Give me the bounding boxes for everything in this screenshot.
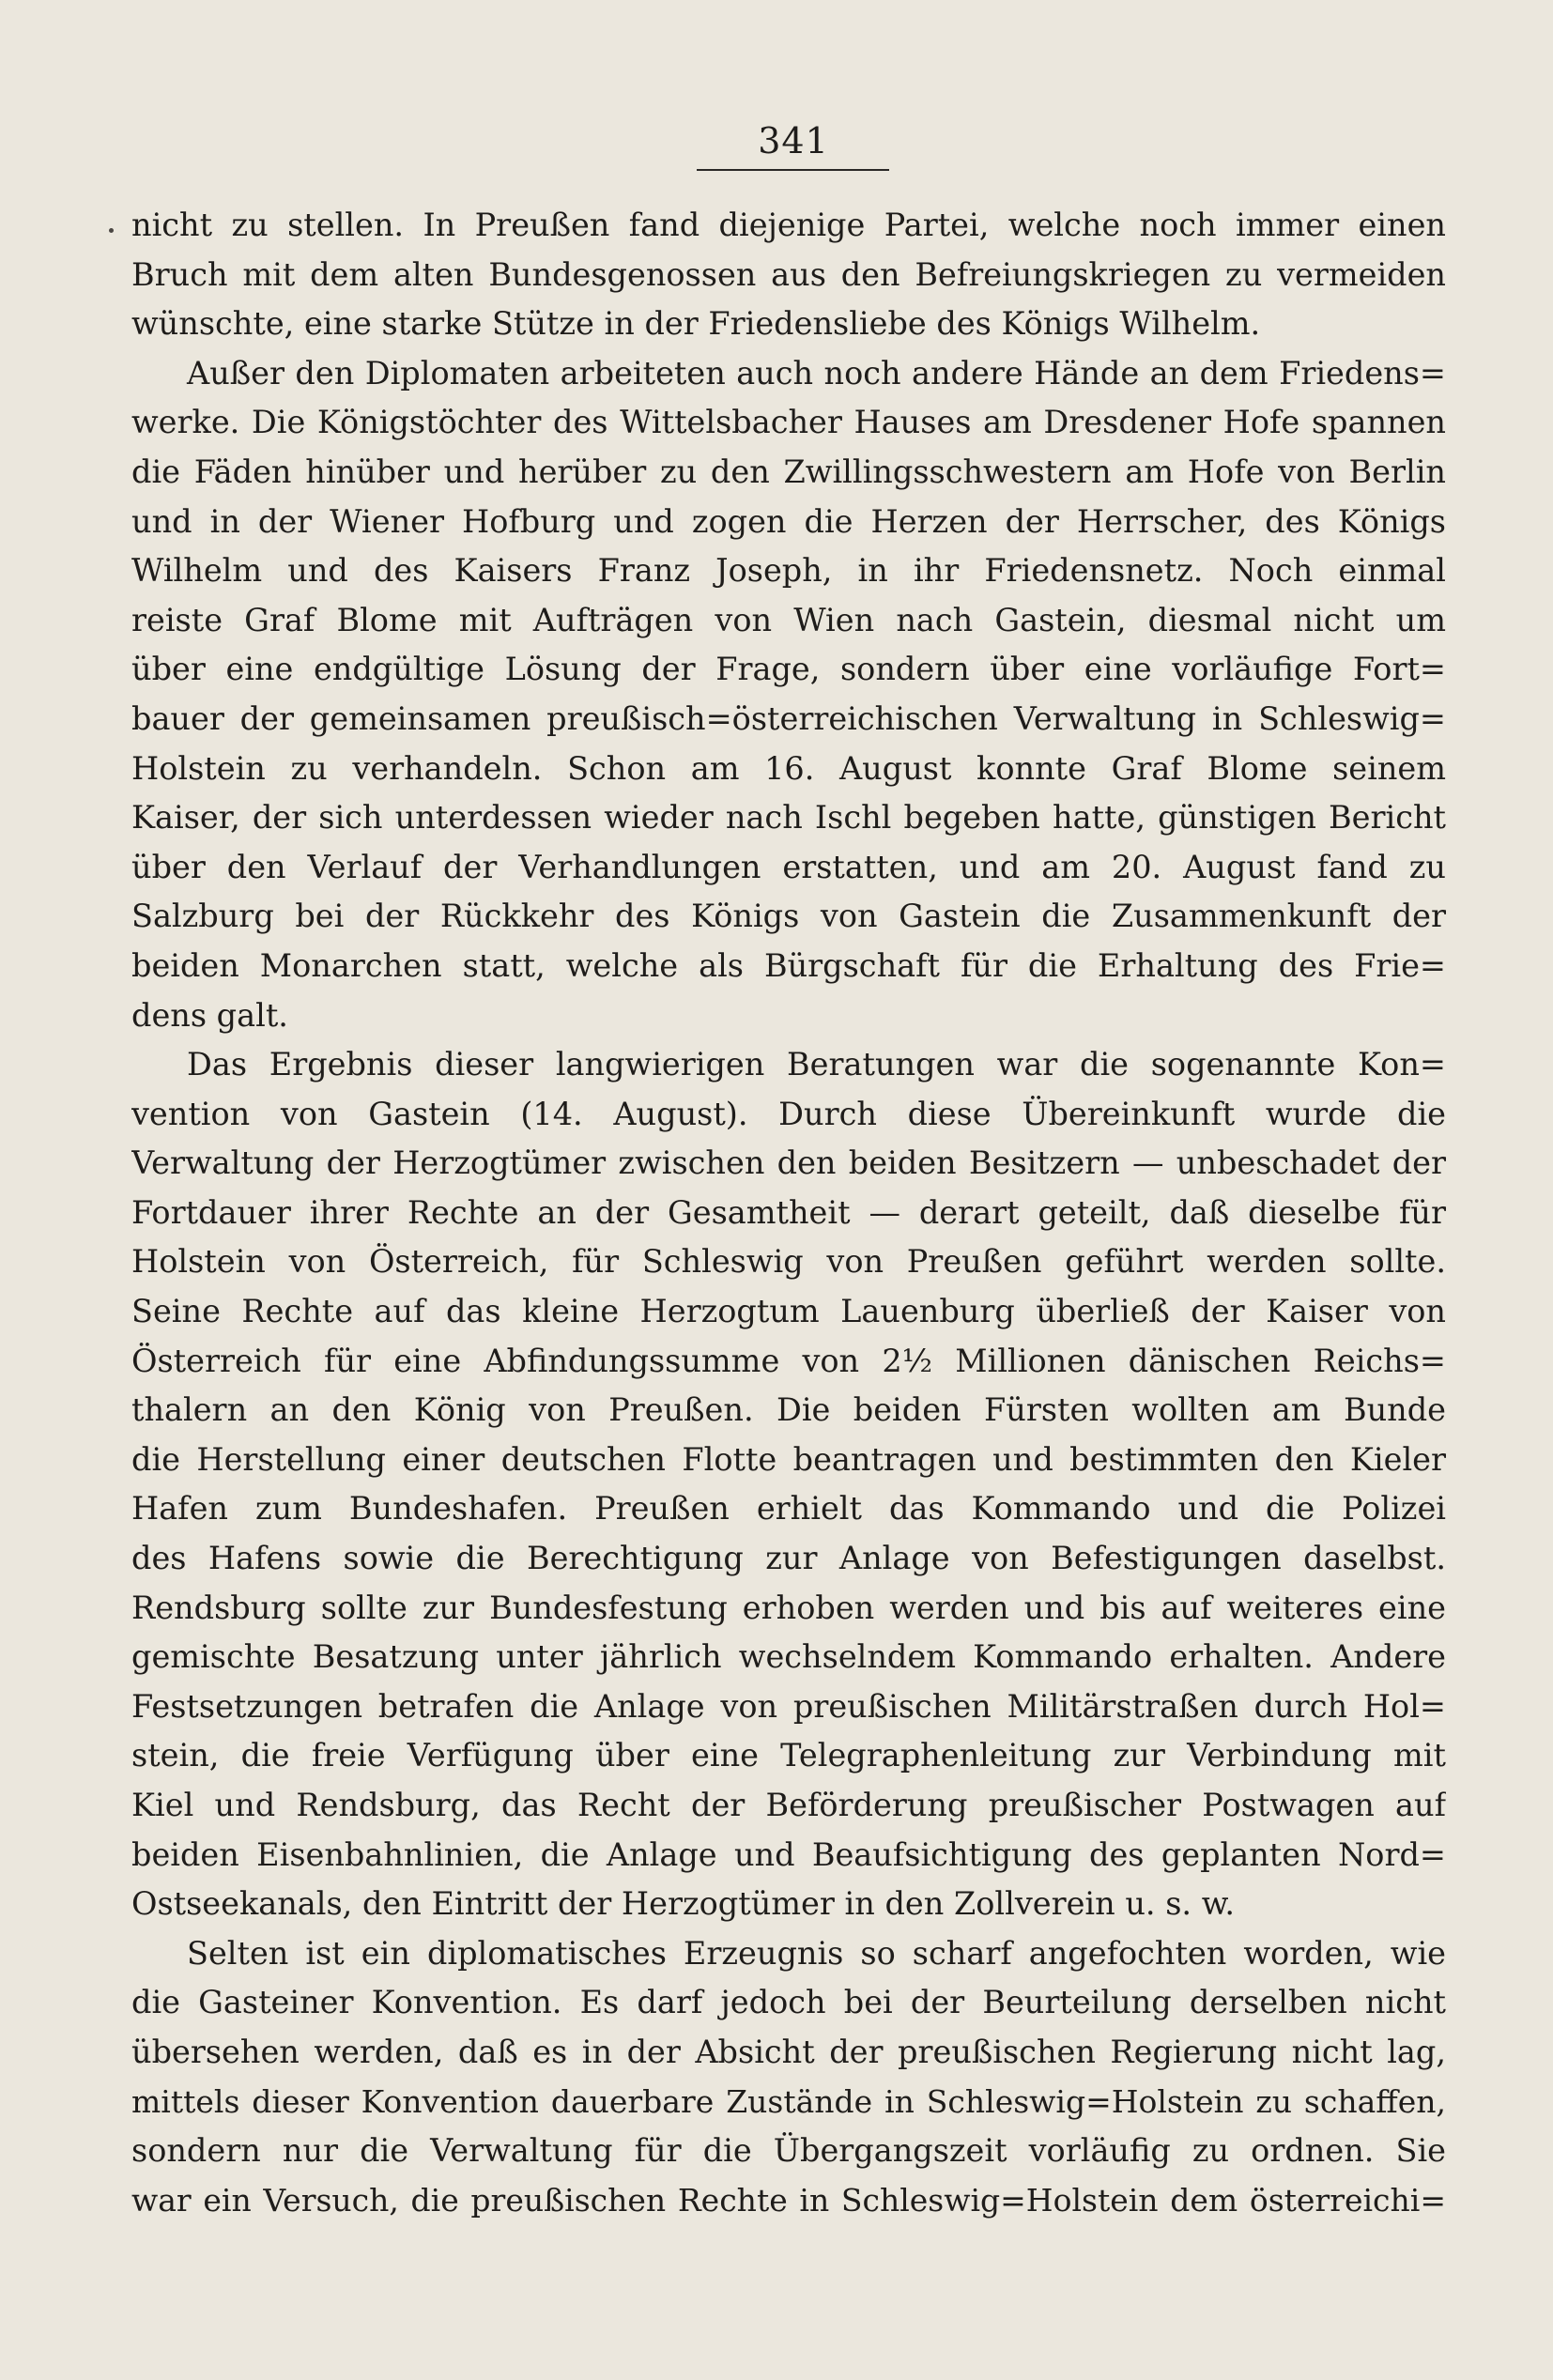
text-line: Das Ergebnis dieser langwierigen Beratungen war die sogenannte Kon= (187, 1046, 1446, 1083)
text-line: dens galt. (131, 996, 288, 1034)
text-line: die Fäden hinüber und herüber zu den Zwillingsschwestern am Hofe von Berlin (131, 453, 1446, 490)
text-line: Salzburg bei der Rückkehr des Königs von Gastein die Zusammenkunft der (131, 898, 1446, 935)
page-number: 341 (758, 120, 829, 161)
text-line: Österreich für eine Abfindungssumme von 2½ Millionen dänischen Reichs= (131, 1342, 1446, 1379)
text-line: nicht zu stellen. In Preußen fand diejenige Partei, welche noch immer einen (131, 207, 1446, 243)
text-line: des Hafens sowie die Berechtigung zur Anlage von Befestigungen daselbst. (131, 1540, 1446, 1577)
text-line: reiste Graf Blome mit Aufträgen von Wien nach Gastein, diesmal nicht um (131, 601, 1446, 638)
text-line: Festsetzungen betrafen die Anlage von preußischen Militärstraßen durch Hol= (131, 1687, 1446, 1725)
text-line: Bruch mit dem alten Bundesgenossen aus den Befreiungskriegen zu vermeiden (131, 255, 1446, 293)
text-line: über den Verlauf der Verhandlungen erstatten, und am 20. August fand zu (131, 848, 1446, 885)
text-line: sondern nur die Verwaltung für die Übergangszeit vorläufig zu ordnen. Sie (131, 2132, 1446, 2170)
body-text (131, 201, 1446, 2225)
text-line: vention von Gastein (14. August). Durch diese Übereinkunft wurde die (131, 1095, 1446, 1132)
text-line: Fortdauer ihrer Rechte an der Gesamtheit — derart geteilt, daß dieselbe für (131, 1193, 1446, 1231)
margin-mark (109, 228, 114, 233)
text-line: Rendsburg sollte zur Bundesfestung erhoben werden und bis auf weiteres eine (131, 1589, 1446, 1626)
text-line: mittels dieser Konvention dauerbare Zustände in Schleswig=Holstein zu schaffen, (131, 2082, 1446, 2120)
text-line: und in der Wiener Hofburg und zogen die Herzen der Herrscher, des Königs (131, 502, 1446, 540)
text-line: stein, die freie Verfügung über eine Telegraphenleitung zur Verbindung mit (131, 1737, 1446, 1774)
text-line: Ostseekanals, den Eintritt der Herzogtümer in den Zollverein u. s. w. (131, 1885, 1236, 1923)
text-line: wünschte, eine starke Stütze in der Friedensliebe des Königs Wilhelm. (131, 305, 1261, 343)
text-line: war ein Versuch, die preußischen Rechte in Schleswig=Holstein dem österreichi= (131, 2181, 1446, 2219)
text-line: gemischte Besatzung unter jährlich wechselndem Kommando erhalten. Andere (131, 1638, 1446, 1676)
text-line: bauer der gemeinsamen preußisch=österreichischen Verwaltung in Schleswig= (131, 699, 1446, 737)
text-line: Holstein von Österreich, für Schleswig von Preußen geführt werden sollte. (131, 1243, 1446, 1281)
text-line: werke. Die Königstöchter des Wittelsbacher Hauses am Dresdener Hofe spannen (131, 404, 1446, 441)
text-line: die Gasteiner Konvention. Es darf jedoch bei der Beurteilung derselben nicht (131, 1984, 1446, 2021)
text-line: beiden Monarchen statt, welche als Bürgschaft für die Erhaltung des Frie= (131, 946, 1446, 984)
text-line: beiden Eisenbahnlinien, die Anlage und Beaufsichtigung des geplanten Nord= (131, 1835, 1446, 1873)
text-line: Wilhelm und des Kaisers Franz Joseph, in ihr Friedensnetz. Noch einmal (131, 552, 1446, 590)
text-line: Selten ist ein diplomatisches Erzeugnis so scharf angefochten worden, wie (187, 1934, 1446, 1972)
text-line: über eine endgültige Lösung der Frage, sondern über eine vorläufige Fort= (131, 651, 1446, 688)
text-line: Außer den Diplomaten arbeiteten auch noch andere Hände an dem Friedens= (187, 354, 1446, 392)
text-line: Holstein zu verhandeln. Schon am 16. August konnte Graf Blome seinem (131, 749, 1446, 787)
text-line: Kiel und Rendsburg, das Recht der Beförderung preußischer Postwagen auf (131, 1787, 1446, 1823)
text-line: Verwaltung der Herzogtümer zwischen den beiden Besitzern — unbeschadet der (131, 1144, 1446, 1182)
text-line: thalern an den König von Preußen. Die beiden Fürsten wollten am Bunde (131, 1391, 1446, 1429)
text-line: übersehen werden, daß es in der Absicht der preußischen Regierung nicht lag, (131, 2033, 1446, 2070)
text-line: die Herstellung einer deutschen Flotte beantragen und bestimmten den Kieler (131, 1440, 1446, 1478)
text-line: Hafen zum Bundeshafen. Preußen erhielt das Kommando und die Polizei (131, 1490, 1446, 1528)
header-rule (697, 169, 889, 171)
text-line: Kaiser, der sich unterdessen wieder nach Ischl begeben hatte, günstigen Bericht (131, 799, 1446, 837)
text-line: Seine Rechte auf das kleine Herzogtum Lauenburg überließ der Kaiser von (131, 1293, 1446, 1330)
